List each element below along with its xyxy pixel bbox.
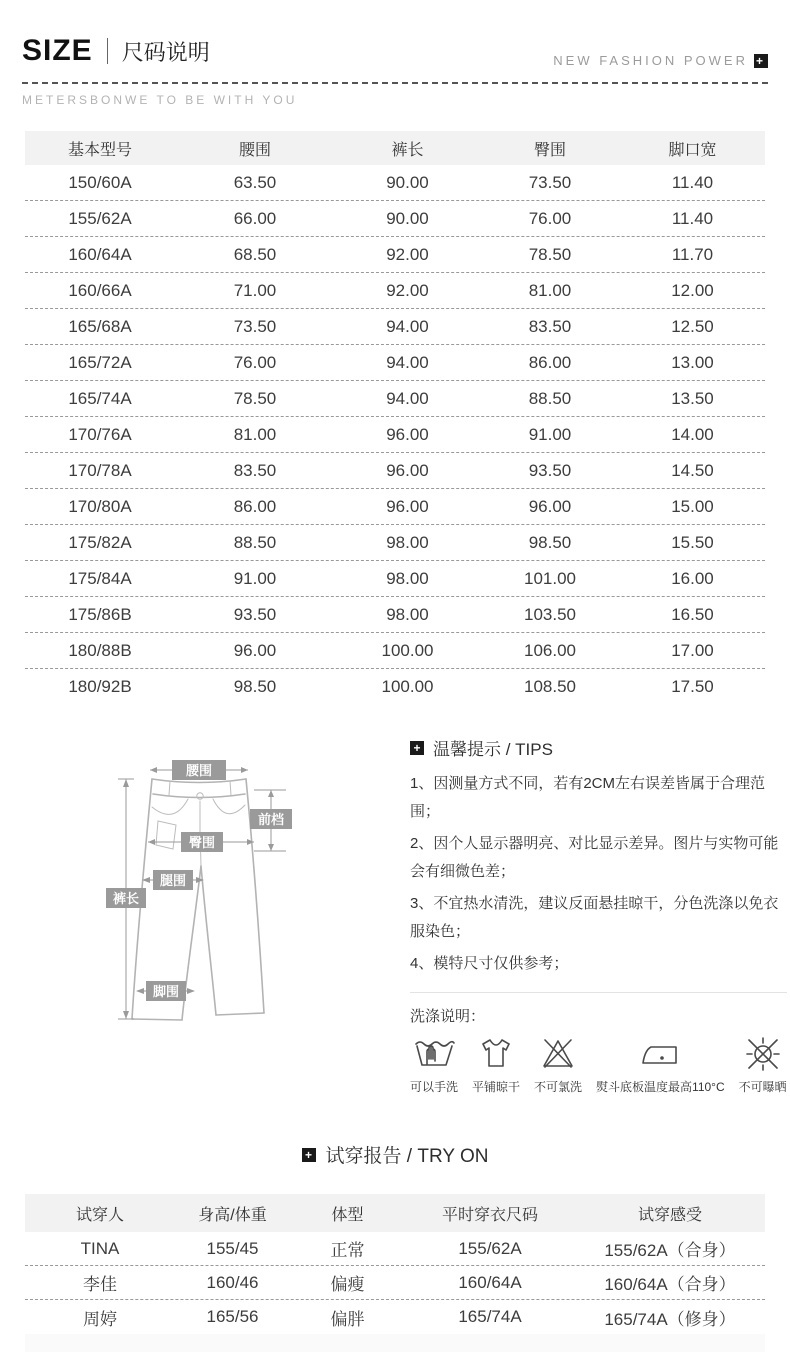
column-header: 体型 [331, 1206, 364, 1224]
tips-title: 温馨提示 / TIPS [433, 740, 553, 759]
table-row [25, 1266, 765, 1300]
washing-item [534, 1034, 582, 1095]
table-cell: 165/74A [458, 1307, 522, 1326]
table-header-row [25, 1194, 765, 1232]
table-cell: 91.00 [528, 424, 572, 444]
thigh-label: 腿围 [159, 873, 187, 888]
table-cell: 96.00 [528, 496, 572, 516]
table-cell: 160/66A [68, 280, 132, 300]
waist-label: 腰围 [185, 763, 213, 778]
table-cell: 73.50 [233, 316, 277, 336]
table-cell: 90.00 [386, 172, 429, 192]
front-rise-label: 前档 [257, 812, 285, 827]
column-header: 身高/体重 [198, 1206, 267, 1224]
measure-and-tips-section [0, 733, 790, 1095]
table-cell: 76.00 [233, 352, 277, 372]
table-cell: 15.00 [671, 496, 714, 516]
table-cell: 160/46 [206, 1272, 259, 1292]
column-header: 试穿人 [75, 1206, 124, 1224]
table-cell: 165/56 [206, 1307, 259, 1326]
table-cell: 17.50 [671, 677, 714, 696]
table-cell: 165/72A [68, 352, 132, 372]
table-cell: 155/62A [458, 1238, 522, 1258]
table-row [25, 309, 765, 345]
page-subtitle: 尺码说明 [121, 39, 210, 65]
table-cell: 13.00 [671, 352, 714, 372]
table-cell: 103.50 [524, 604, 576, 624]
table-cell: 93.50 [528, 460, 572, 480]
tips-column [410, 733, 787, 1095]
table-row [25, 417, 765, 453]
table-cell: 101.00 [524, 568, 576, 588]
table-cell: 78.50 [233, 388, 277, 408]
table-cell: 14.50 [671, 460, 714, 480]
table-cell: 11.40 [671, 208, 714, 228]
table-cell: 14.00 [671, 424, 714, 444]
table-cell: 98.00 [386, 568, 429, 588]
size-table [25, 131, 765, 705]
tryon-table [25, 1194, 765, 1334]
table-cell: 180/92B [68, 677, 132, 696]
page-header [0, 0, 790, 107]
brand-tagline: METERSBONWE TO BE WITH YOU [22, 93, 298, 107]
table-cell: 108.50 [524, 677, 576, 696]
washing-label: 可以手洗 [410, 1080, 459, 1094]
table-cell: 81.00 [233, 424, 277, 444]
table-cell: 15.50 [671, 532, 714, 552]
table-cell: 83.50 [233, 460, 277, 480]
table-row [25, 489, 765, 525]
table-cell: 71.00 [233, 280, 277, 300]
washing-item [410, 1034, 458, 1095]
tips-list [410, 770, 787, 978]
washing-item [596, 1034, 725, 1095]
flat-dry-icon [476, 1034, 516, 1074]
table-cell: 94.00 [386, 316, 429, 336]
washing-icons-row [410, 1034, 787, 1095]
table-cell: 150/60A [68, 172, 132, 192]
table-cell: 170/76A [68, 424, 132, 444]
table-cell: 165/74A [68, 388, 132, 408]
table-cell: 93.50 [233, 604, 277, 624]
table-cell: TINA [80, 1238, 120, 1258]
column-header: 腰围 [238, 141, 271, 159]
table-cell: 11.70 [671, 244, 714, 264]
table-cell: 13.50 [671, 388, 714, 408]
table-cell: 170/80A [68, 496, 132, 516]
table-row [25, 381, 765, 417]
table-row [25, 345, 765, 381]
table-cell: 73.50 [528, 172, 572, 192]
table-row [25, 1300, 765, 1334]
pants-diagram-svg [94, 733, 394, 1063]
table-cell: 李佳 [83, 1275, 117, 1294]
washing-item [472, 1034, 520, 1095]
table-cell: 98.50 [528, 532, 572, 552]
hip-label: 臀围 [188, 835, 216, 850]
table-cell: 94.00 [386, 388, 429, 408]
tip-item: 3、不宜热水清洗，建议反面悬挂晾干，分色洗涤以免衣服染色； [410, 895, 779, 940]
table-cell: 66.00 [233, 208, 277, 228]
tryon-header [0, 1141, 790, 1168]
table-cell: 偏瘦 [330, 1275, 365, 1294]
table-cell: 83.50 [528, 316, 572, 336]
table-cell: 正常 [330, 1241, 365, 1260]
table-cell: 86.00 [528, 352, 572, 372]
table-cell: 11.40 [671, 172, 714, 192]
plus-square-icon: + [302, 1148, 316, 1162]
table-row [25, 525, 765, 561]
table-cell: 周婷 [83, 1309, 117, 1329]
table-cell: 17.00 [671, 640, 714, 660]
table-cell: 90.00 [386, 208, 429, 228]
table-cell: 98.00 [386, 532, 429, 552]
column-header: 基本型号 [67, 141, 132, 159]
column-header: 平时穿衣尺码 [441, 1206, 538, 1224]
title-divider [107, 38, 108, 64]
washing-title: 洗涤说明： [410, 1008, 486, 1025]
no-bleach-icon [538, 1034, 578, 1074]
table-cell: 96.00 [386, 496, 429, 516]
table-row [25, 201, 765, 237]
slogan-text: NEW FASHION POWER [553, 53, 748, 68]
table-cell: 86.00 [233, 496, 277, 516]
column-header: 裤长 [391, 141, 424, 159]
table-cell: 96.00 [233, 640, 277, 660]
table-cell: 96.00 [386, 460, 429, 480]
pants-measure-diagram [22, 733, 410, 1095]
table-cell: 16.50 [671, 604, 714, 624]
tryon-title: 试穿报告 / TRY ON [325, 1146, 489, 1167]
tip-item: 2、因个人显示器明亮、对比显示差异。图片与实物可能会有细微色差； [410, 835, 779, 880]
table-cell: 175/84A [68, 568, 132, 588]
washing-label: 不可曝晒 [738, 1080, 787, 1094]
table-cell: 92.00 [386, 244, 429, 264]
table-cell: 12.50 [671, 316, 714, 336]
table-cell: 91.00 [233, 568, 277, 588]
table-row [25, 1232, 765, 1266]
table-cell: 96.00 [386, 424, 429, 444]
table-cell: 160/64A [68, 244, 132, 264]
table-cell: 63.50 [233, 172, 277, 192]
brand-slogan [553, 53, 768, 68]
washing-label: 熨斗底板温度最高110°C [596, 1080, 725, 1094]
table-cell: 12.00 [671, 280, 714, 300]
table-cell: 180/88B [68, 640, 132, 660]
table-cell: 160/64A [458, 1272, 522, 1292]
table-cell: 81.00 [528, 280, 572, 300]
table-cell: 94.00 [386, 352, 429, 372]
ankle-label: 脚围 [152, 984, 180, 999]
table-cell: 100.00 [381, 640, 434, 660]
tryon-table-footer-strip [25, 1334, 765, 1352]
tip-item: 4、模特尺寸仅供参考； [410, 955, 569, 972]
table-cell: 106.00 [524, 640, 576, 660]
table-cell: 98.00 [386, 604, 429, 624]
tips-header [410, 735, 787, 760]
table-row [25, 561, 765, 597]
table-cell: 175/86B [68, 604, 132, 624]
table-cell: 160/64A（合身） [604, 1275, 736, 1294]
column-header: 脚口宽 [668, 141, 717, 159]
no-sun-icon [742, 1034, 784, 1074]
column-header: 臀围 [533, 141, 566, 159]
table-cell: 100.00 [381, 677, 434, 696]
tip-item: 1、因测量方式不同，若有2CM左右误差皆属于合理范围； [410, 775, 766, 820]
table-row [25, 633, 765, 669]
table-cell: 88.50 [528, 388, 572, 408]
table-cell: 98.50 [233, 677, 277, 696]
plus-square-icon: + [410, 741, 424, 755]
table-row [25, 453, 765, 489]
table-cell: 16.00 [671, 568, 714, 588]
column-header: 试穿感受 [637, 1206, 702, 1224]
table-cell: 175/82A [68, 532, 132, 552]
table-cell: 155/45 [206, 1238, 259, 1258]
table-cell: 78.50 [528, 244, 572, 264]
table-cell: 偏胖 [330, 1309, 365, 1329]
table-cell: 76.00 [528, 208, 572, 228]
length-label: 裤长 [112, 891, 140, 906]
table-cell: 165/74A（修身） [604, 1309, 736, 1329]
table-header-row [25, 131, 765, 165]
header-dashed-divider [22, 82, 768, 84]
table-cell: 155/62A（合身） [604, 1241, 736, 1260]
washing-label: 不可氯洗 [534, 1080, 583, 1094]
table-cell: 68.50 [233, 244, 277, 264]
table-row [25, 669, 765, 705]
hand-wash-icon [413, 1034, 455, 1074]
page-title: SIZE [22, 34, 93, 67]
table-cell: 88.50 [233, 532, 277, 552]
table-cell: 155/62A [68, 208, 132, 228]
table-cell: 165/68A [68, 316, 132, 336]
table-cell: 92.00 [386, 280, 429, 300]
table-row [25, 237, 765, 273]
table-row [25, 273, 765, 309]
table-row [25, 165, 765, 201]
plus-square-icon: + [755, 53, 766, 68]
table-row [25, 597, 765, 633]
table-cell: 170/78A [68, 460, 132, 480]
iron-max-110-icon [638, 1034, 682, 1074]
washing-label: 平铺晾干 [472, 1080, 521, 1094]
washing-instructions [410, 992, 787, 1095]
washing-item [739, 1034, 787, 1095]
